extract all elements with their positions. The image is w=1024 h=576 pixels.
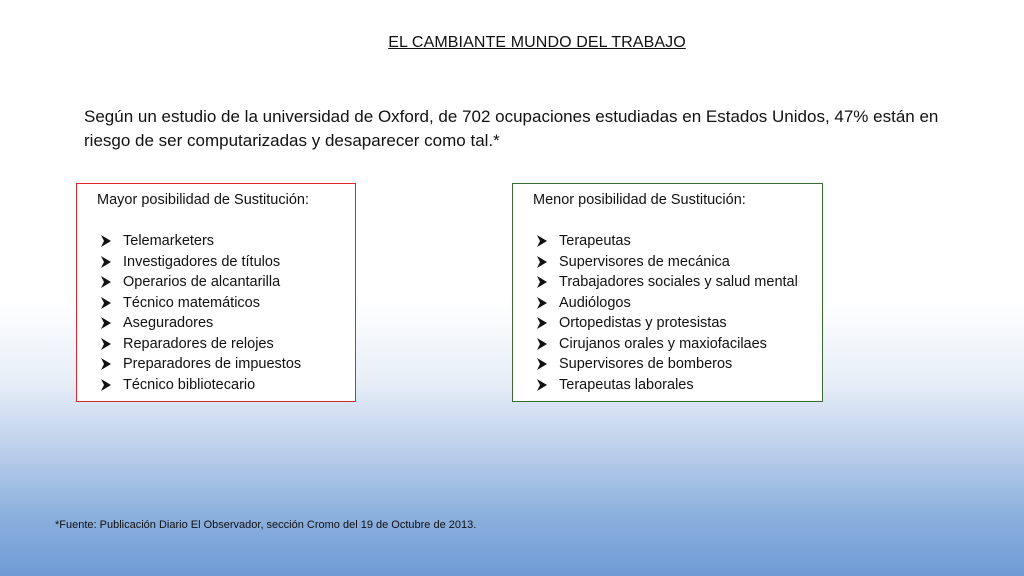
list-item: Preparadores de impuestos — [77, 354, 355, 375]
high-substitution-list — [77, 231, 355, 395]
list-item: Terapeutas laborales — [513, 375, 822, 396]
intro-paragraph: Según un estudio de la universidad de Oxford, de 702 ocupaciones estudiadas en Estados Unidos, 47% están en riesgo de ser computarizadas y desaparecer como tal.* — [84, 107, 939, 150]
arrowhead-bullet-icon — [537, 317, 547, 329]
arrowhead-bullet-icon — [537, 358, 547, 370]
arrowhead-bullet-icon — [101, 338, 111, 350]
low-substitution-list — [513, 231, 822, 395]
source-footnote: *Fuente: Publicación Diario El Observador, sección Cromo del 19 de Octubre de 2013. — [55, 519, 477, 531]
arrowhead-bullet-icon — [101, 358, 111, 370]
list-item: Ortopedistas y protesistas — [513, 313, 822, 334]
list-item: Aseguradores — [77, 313, 355, 334]
list-item: Trabajadores sociales y salud mental — [513, 272, 822, 293]
list-item: Supervisores de mecánica — [513, 252, 822, 273]
arrowhead-bullet-icon — [537, 297, 547, 309]
arrowhead-bullet-icon — [101, 276, 111, 288]
list-item: Telemarketers — [77, 231, 355, 252]
arrowhead-bullet-icon — [101, 256, 111, 268]
list-item: Terapeutas — [513, 231, 822, 252]
list-item: Supervisores de bomberos — [513, 354, 822, 375]
arrowhead-bullet-icon — [101, 317, 111, 329]
arrowhead-bullet-icon — [101, 235, 111, 247]
arrowhead-bullet-icon — [537, 256, 547, 268]
list-item: Operarios de alcantarilla — [77, 272, 355, 293]
arrowhead-bullet-icon — [537, 235, 547, 247]
list-item: Reparadores de relojes — [77, 334, 355, 355]
list-item: Técnico bibliotecario — [77, 375, 355, 396]
list-item: Técnico matemáticos — [77, 293, 355, 314]
arrowhead-bullet-icon — [537, 338, 547, 350]
list-item: Cirujanos orales y maxiofacilaes — [513, 334, 822, 355]
arrowhead-bullet-icon — [537, 276, 547, 288]
arrowhead-bullet-icon — [101, 379, 111, 391]
low-substitution-box — [512, 183, 823, 402]
list-item: Audiólogos — [513, 293, 822, 314]
low-substitution-heading: Menor posibilidad de Sustitución: — [533, 192, 746, 208]
list-item: Investigadores de títulos — [77, 252, 355, 273]
high-substitution-heading: Mayor posibilidad de Sustitución: — [97, 192, 309, 208]
high-substitution-box — [76, 183, 356, 402]
arrowhead-bullet-icon — [101, 297, 111, 309]
slide-title: EL CAMBIANTE MUNDO DEL TRABAJO — [388, 34, 686, 51]
arrowhead-bullet-icon — [537, 379, 547, 391]
